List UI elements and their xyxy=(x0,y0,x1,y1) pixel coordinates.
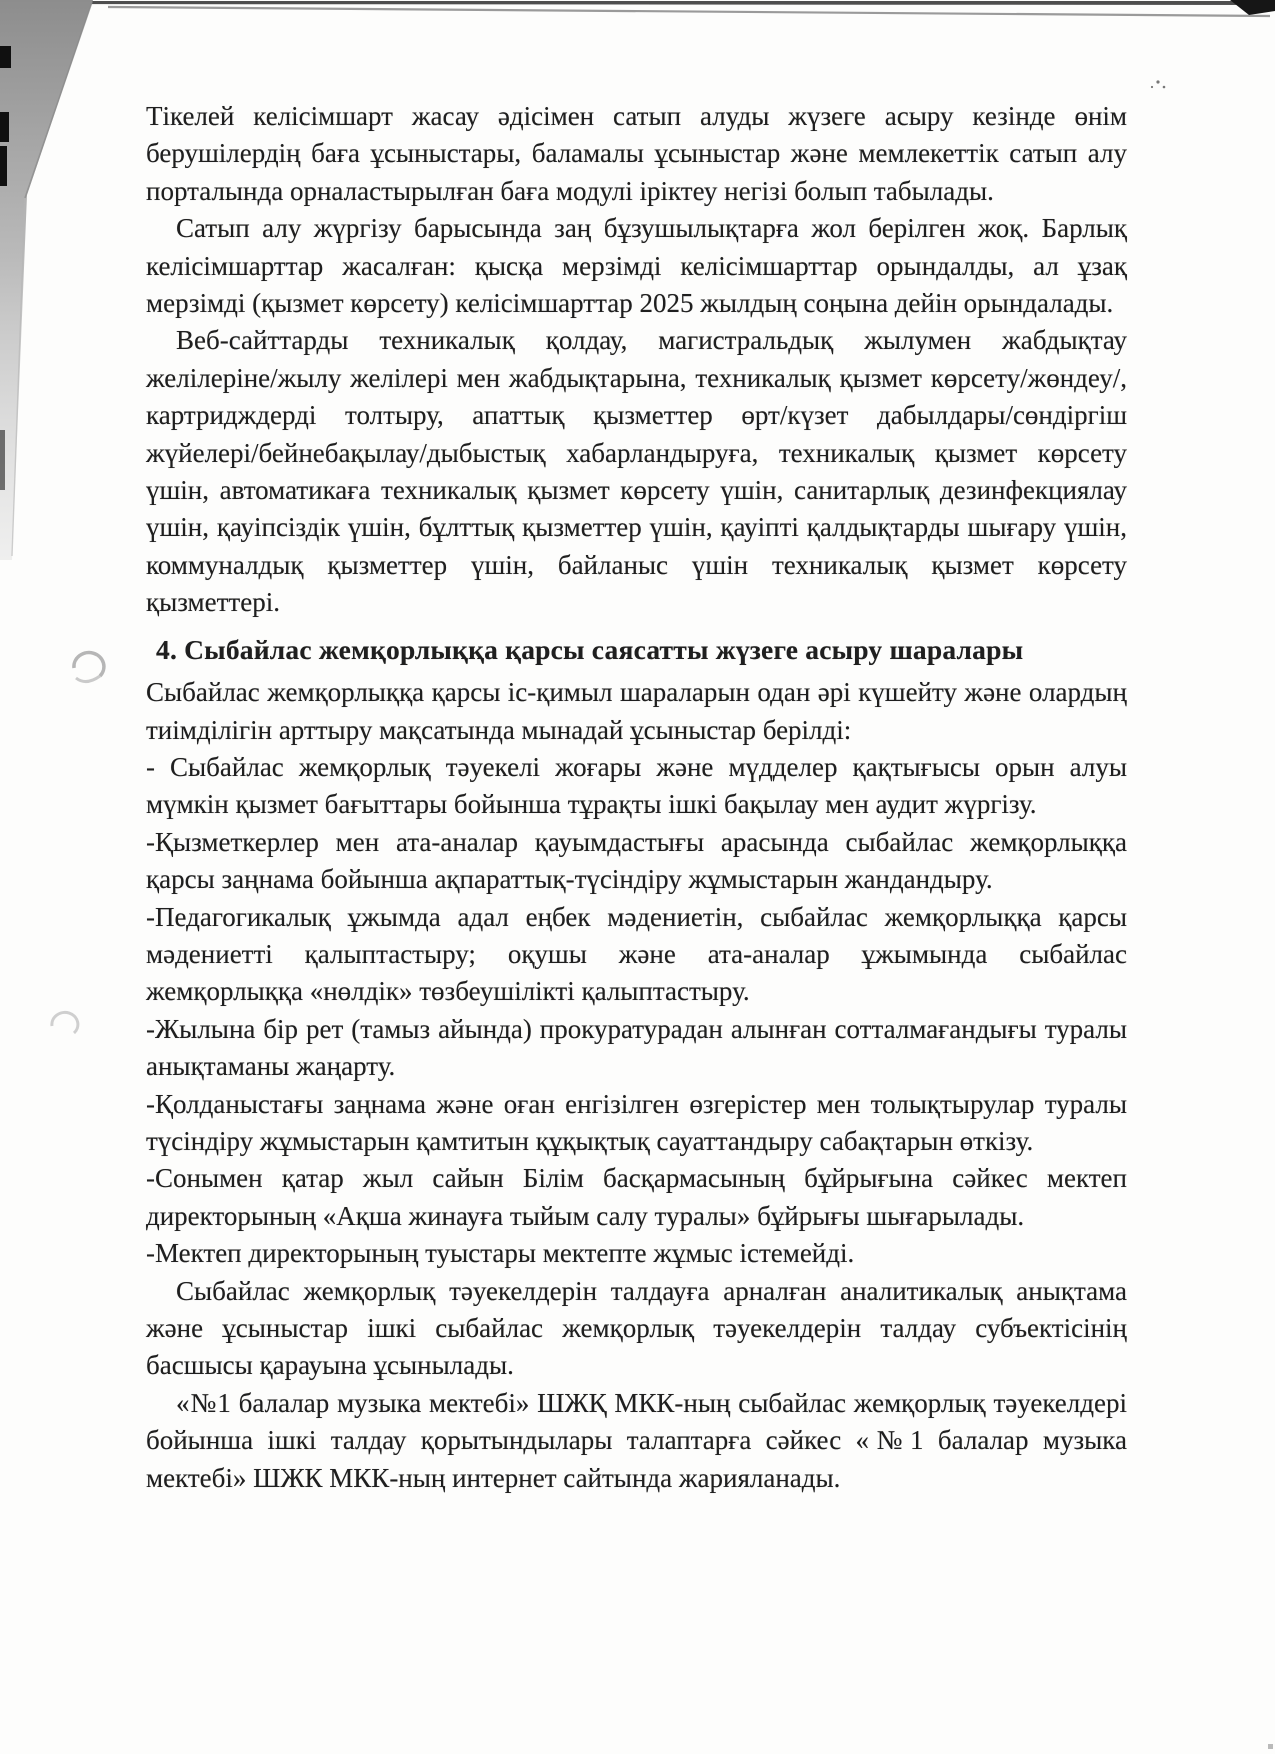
paragraph: Тікелей келісімшарт жасау әдісімен сатып алуды жүзеге асыру кезінде өнім берушілердің баға ұсыныстары, баламалы ұсыныстар және мемлекеттік сатып алу порталында орналастырылған баға модулі іріктеу негізі болып табылады. xyxy=(146,101,1127,206)
top-edge-scan-line xyxy=(18,1,1275,16)
paragraph: -Мектеп директорының туыстары мектепте жұмыс істемейді. xyxy=(146,1238,855,1269)
page-corner-shadow xyxy=(0,0,93,560)
top-right-corner-mark xyxy=(1230,0,1275,15)
binder-marks xyxy=(0,46,11,490)
paragraph: Сыбайлас жемқорлыққа қарсы іс-қимыл шараларын одан әрі күшейту және олардың тиімділігін арттыру мақсатында мынадай ұсыныстар берілді: xyxy=(146,677,1127,745)
paragraph: -Педагогикалық ұжымда адал еңбек мәдениетін, сыбайлас жемқорлыққа қарсы мәдениетті қалыптастыру; оқушы және ата-аналар ұжымында сыбайлас жемқорлыққа «нөлдік» төзбеушілікті қалыптастыру. xyxy=(146,901,1127,1007)
paragraph: «№1 балалар музыка мектебі» ШЖҚ МКК-ның сыбайлас жемқорлық тәуекелдері бойынша ішкі талдау қорытындылары талаптарға сәйкес «№1 балалар музыка мектебі» ШЖК МКК-ның интернет сайтында жарияланады. xyxy=(146,1387,1127,1493)
paragraph: -Қызметкерлер мен ата-аналар қауымдастығы арасында сыбайлас жемқорлыққа қарсы заңнама бойынша ақпараттық-түсіндіру жұмыстарын жандандыру. xyxy=(146,826,1127,895)
paragraph: - Сыбайлас жемқорлық тәуекелі жоғары және мүдделер қақтығысы орын алуы мүмкін қызмет бағыттары бойынша тұрақты ішкі бақылау мен аудит жүргізу. xyxy=(146,751,1127,820)
paragraph: -Қолданыстағы заңнама және оған енгізілген өзгерістер мен толықтырулар туралы түсіндіру жұмыстарын қамтитын құқықтық сауаттандыру сабақтарын өткізу. xyxy=(146,1088,1127,1156)
paragraph: Веб-сайттарды техникалық қолдау, магистральдық жылумен жабдықтау желілеріне/жылу желілері мен жабдықтарына, техникалық қызмет көрсету/жөндеу/, картридждерді толтыру, апаттық қызметтер өрт/күзет дабылдары/сөндіргіш жүйелері/бейнебақылау/дыбыстық хабарландыруға, техникалық қызмет көрсету үшін, автоматикаға техникалық қызмет көрсету үшін, санитарлық дезинфекциялау үшін, қауіпсіздік үшін, бұлттық қызметтер үшін, қауіпті қалдықтарды шығару үшін, коммуналдық қызметтер үшін, байланыс үшін техникалық қызмет көрсету қызметтері. xyxy=(146,325,1127,618)
paragraph: Сыбайлас жемқорлық тәуекелдерін талдауға арналған аналитикалық анықтама және ұсыныстар ішкі сыбайлас жемқорлық тәуекелдерін талдау субъектісінің басшысы қарауына ұсынылады. xyxy=(146,1275,1127,1381)
document-body xyxy=(146,98,1127,1497)
section-heading: 4. Сыбайлас жемқорлыққа қарсы саясатты жүзеге асыру шаралары xyxy=(156,633,1024,665)
margin-check-marks xyxy=(52,653,104,1033)
paragraph: -Жылына бір рет (тамыз айында) прокуратурадан алынған сотталмағандығы туралы анықтаманы жаңарту. xyxy=(146,1013,1127,1082)
toner-specks xyxy=(1151,80,1273,1749)
paragraph: Сатып алу жүргізу барысында заң бұзушылықтарға жол берілген жоқ. Барлық келісімшарттар жасалған: қысқа мерзімді келісімшарттар орындалды, ал ұзақ мерзімді (қызмет көрсету) келісімшарттар 2025 жылдың соңына дейін орындалады. xyxy=(146,213,1127,319)
paragraph: -Сонымен қатар жыл сайын Білім басқармасының бұйрығына сәйкес мектеп директорының «Ақша жинауға тыйым салу туралы» бұйрығы шығарылады. xyxy=(146,1163,1127,1231)
